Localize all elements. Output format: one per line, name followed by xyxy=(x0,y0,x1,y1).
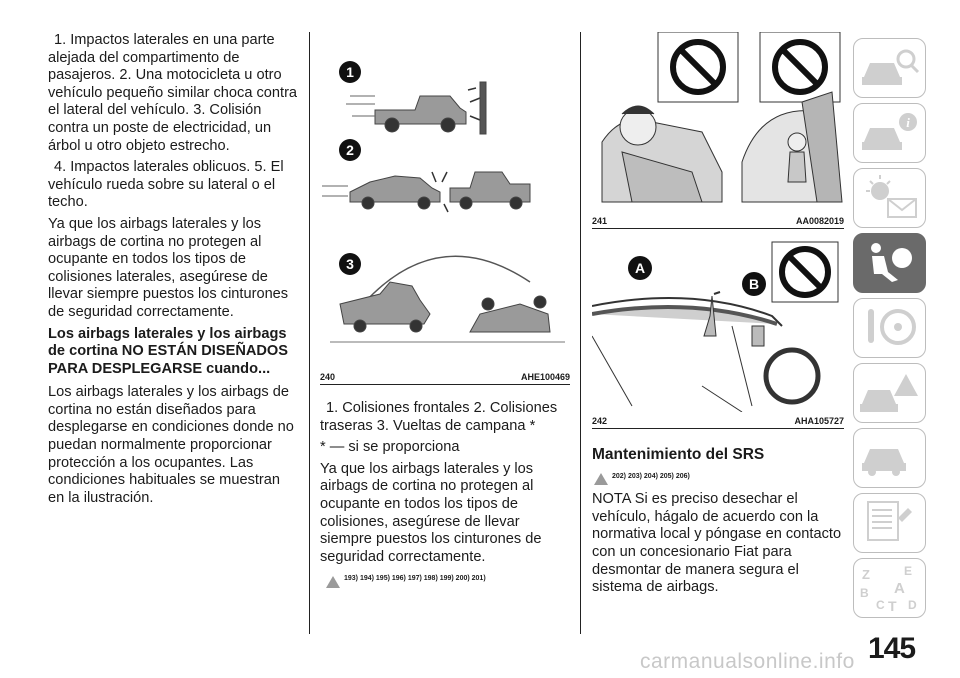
footnote: * — si se proporciona xyxy=(320,439,460,456)
airbag-posture-illustration xyxy=(592,32,844,212)
page-number: 145 xyxy=(868,632,916,665)
warning-references xyxy=(326,570,570,588)
intro-list-continued: 4. Impactos laterales oblicuos. 5. El vehículo rueda sobre su lateral o el techo. xyxy=(48,159,284,211)
child-standing-on-seat xyxy=(742,92,842,202)
car-service-icon xyxy=(854,429,924,485)
svg-text:A: A xyxy=(894,580,905,597)
car-interior xyxy=(592,292,818,412)
marker-3 xyxy=(339,253,361,275)
svg-text:Z: Z xyxy=(862,567,870,582)
car-info-icon xyxy=(854,104,924,160)
svg-text:3: 3 xyxy=(346,256,354,272)
warning-references xyxy=(594,468,844,486)
airbag-icon xyxy=(854,234,924,290)
svg-text:E: E xyxy=(904,564,913,578)
not-designed-paragraph: Los airbags laterales y los airbags de cortina no están diseñados para desplegarse en condiciones donde no puedan normalmente proporcionar protección a los ocupantes. Las condiciones habituales se muestran en la ilustración. xyxy=(48,384,294,506)
figure-241 xyxy=(592,32,844,229)
figure-number: 241 xyxy=(592,216,608,226)
svg-text:B: B xyxy=(860,586,869,600)
steering-key-icon xyxy=(854,299,924,355)
svg-text:D: D xyxy=(908,598,917,612)
figure-number: 242 xyxy=(592,416,608,426)
svg-text:B: B xyxy=(748,276,760,292)
srs-maintenance-heading: Mantenimiento del SRS xyxy=(592,446,765,463)
light-mail-icon xyxy=(854,169,924,225)
nav-tab-safety[interactable] xyxy=(853,233,926,293)
text-column-1 xyxy=(48,32,298,511)
curtain-airbag-objects-illustration xyxy=(592,236,844,412)
car-search-icon xyxy=(854,39,924,95)
warning-reference-list: 193) 194) 195) 196) 197) 198) 199) 200) 201) xyxy=(344,575,486,583)
checklist-icon xyxy=(854,494,924,550)
marker-b xyxy=(742,272,766,296)
nav-tab-index[interactable] xyxy=(853,558,926,618)
collision-paragraph: Ya que los airbags laterales y los airbags de cortina no protegen al ocupante en todos los tipos de colisiones, asegúrese de llevar siempre puestos los cinturones de seguridad correctamente. xyxy=(320,460,542,565)
svg-text:2: 2 xyxy=(346,142,354,158)
srs-note-paragraph: NOTA Si es preciso desechar el vehículo, hágalo de acuerdo con la normativa local y póngase en contacto con un concesionario Fiat para desmontar de manera segura el sistema de airbags. xyxy=(592,491,842,596)
nav-tab-starting-driving[interactable] xyxy=(853,298,926,358)
nav-tab-technical-data[interactable] xyxy=(853,493,926,553)
collision-types-illustration xyxy=(320,32,570,367)
svg-text:A: A xyxy=(634,260,646,276)
rear-collision-cars xyxy=(322,172,530,212)
figure-240-caption: 1. Colisiones frontales 2. Colisiones traseras 3. Vueltas de campana * xyxy=(320,400,558,434)
side-airbag-paragraph: Ya que los airbags laterales y los airbags de cortina no protegen al ocupante en todos los tipos de colisiones laterales, asegúrese de llevar siempre puestos los cinturones de seguridad correctamente. xyxy=(48,215,289,320)
figure-number: 240 xyxy=(320,372,336,382)
text-column-2 xyxy=(320,400,570,594)
warning-reference-list: 202) 203) 204) 205) 206) xyxy=(612,472,690,480)
column-divider xyxy=(309,32,310,634)
alphabet-index-icon xyxy=(854,559,924,615)
rollover-trucks xyxy=(330,256,565,342)
figure-code: AA0082019 xyxy=(795,216,844,226)
marker-2 xyxy=(339,139,361,161)
nav-tab-maintenance[interactable] xyxy=(853,428,926,488)
column-divider xyxy=(580,32,581,634)
car-warning-icon xyxy=(854,364,924,420)
svg-text:i: i xyxy=(906,115,910,130)
child-leaning-on-door xyxy=(602,106,722,202)
svg-text:T: T xyxy=(888,598,897,614)
warning-triangle-icon xyxy=(326,576,340,588)
nav-tab-know-vehicle[interactable] xyxy=(853,38,926,98)
svg-text:C: C xyxy=(876,598,885,612)
figure-code: AHA105727 xyxy=(794,416,844,426)
nav-tab-lights-messages[interactable] xyxy=(853,168,926,228)
marker-1 xyxy=(339,61,361,83)
nav-tab-dashboard[interactable] xyxy=(853,103,926,163)
figure-240 xyxy=(320,32,570,385)
intro-list: 1. Impactos laterales en una parte alejada del compartimento de pasajeros. 2. Una motocicleta u otro vehículo pequeño similar choca contra el lateral del vehículo. 3. Colisión contra un poste de electricidad, un árbol u otro objeto estrecho. xyxy=(48,32,298,154)
svg-text:1: 1 xyxy=(346,64,354,80)
warning-triangle-icon xyxy=(594,473,608,485)
pickup-truck-frontal xyxy=(346,82,486,134)
watermark: carmanualsonline.info xyxy=(640,650,855,673)
marker-a xyxy=(628,256,652,280)
figure-code: AHE100469 xyxy=(520,372,570,382)
nav-tab-emergency[interactable] xyxy=(853,363,926,423)
text-column-3 xyxy=(592,440,844,601)
not-designed-heading: Los airbags laterales y los airbags de cortina NO ESTÁN DISEÑADOS PARA DESPLEGARSE cuando... xyxy=(48,325,289,377)
figure-242 xyxy=(592,236,844,429)
